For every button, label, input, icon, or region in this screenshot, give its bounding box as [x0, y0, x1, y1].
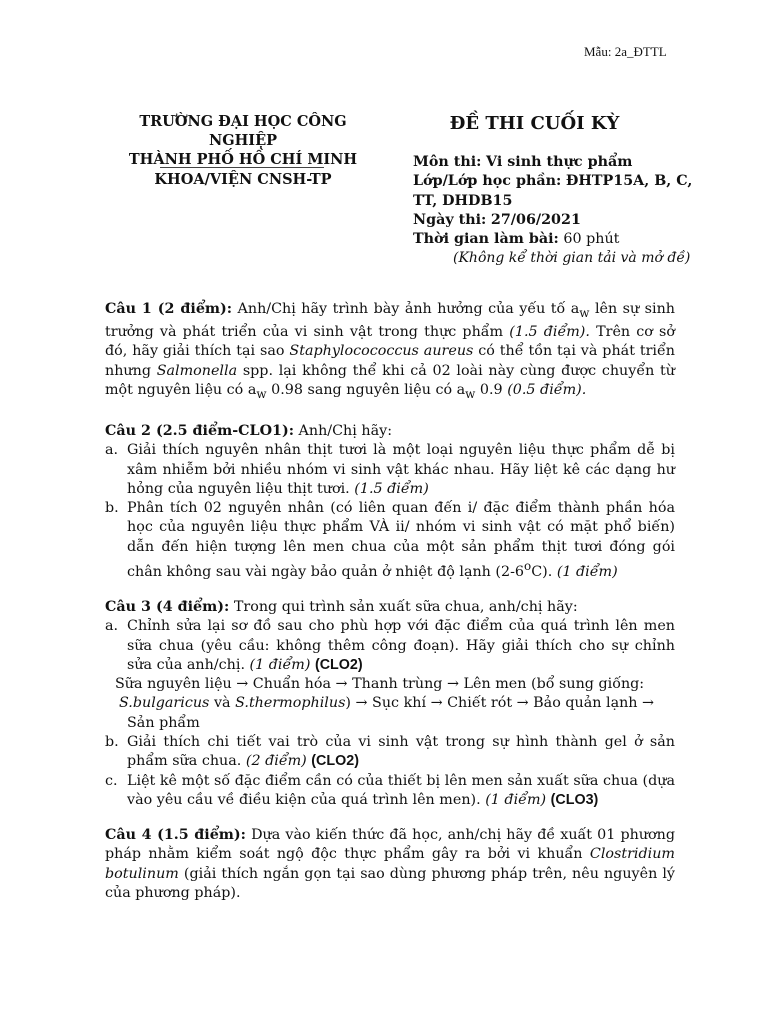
- duration-note: (Không kể thời gian tải và mở đề): [453, 250, 691, 267]
- item-body: Giải thích nguyên nhân thịt tươi là một loại nguyên liệu thực phẩm dễ bị xâm nhiễm bởi nhiều nhóm vi sinh vật khác nhau. Hãy liệt kê các dạng hư hỏng của nguyên liệu thịt tươi.: [127, 442, 675, 497]
- clo-tag: (CLO2): [311, 753, 359, 770]
- clo-tag: (CLO3): [550, 791, 599, 808]
- question-4: [105, 826, 675, 903]
- question-1-text: lên sự sinh trưởng và phát triển của vi sinh vật trong thực phẩm: [105, 301, 676, 341]
- item-points: (1 điểm): [556, 563, 618, 580]
- organism-name: S.thermophilus: [235, 695, 346, 712]
- organism-name: Staphylocococcus aureus: [289, 343, 474, 360]
- duration-row: [413, 230, 713, 249]
- question-2-label: Câu 2 (2.5 điểm-CLO1):: [105, 423, 295, 439]
- item-label: a.: [105, 618, 119, 635]
- degree-superscript: o: [524, 559, 532, 574]
- class-label: Lớp/Lớp học phần:: [413, 173, 562, 190]
- item-label: a.: [105, 442, 119, 459]
- question-1-points: (0.5 điểm).: [507, 382, 587, 399]
- question-3-heading: [105, 598, 675, 617]
- question-4-label: Câu 4 (1.5 điểm):: [105, 827, 246, 843]
- question-4-text: (giải thích ngắn gọn tại sao dùng phương pháp trên, nêu nguyên lý của phương pháp).: [105, 865, 675, 901]
- clo-tag: (CLO2): [314, 656, 363, 673]
- question-3-intro: Trong qui trình sản xuất sữa chua, anh/chị hãy:: [229, 599, 578, 615]
- subject-label: Môn thi:: [413, 154, 482, 170]
- question-1-text: 0.98 sang nguyên liệu có a: [266, 382, 466, 399]
- process-flow-line-1: Sữa nguyên liệu → Chuẩn hóa → Thanh trùng → Lên men (bổ sung giống:: [115, 676, 645, 693]
- item-body: Phân tích 02 nguyên nhân (có liên quan đến i/ đặc điểm thành phần hóa học của nguyên liệu thực phẩm VÀ ii/ nhóm vi sinh vật có mặt phổ biến) dẫn đến hiện tượng lên men chua của một sản phẩm thịt tươi đóng gói chân không sau vài ngày bảo quản ở nhiệt độ lạnh (2-6: [127, 500, 675, 580]
- question-3a: [105, 617, 675, 675]
- question-3b: [105, 733, 675, 772]
- subject-value: Vi sinh thực phẩm: [486, 154, 633, 170]
- question-2b: [105, 499, 675, 582]
- question-1: [105, 300, 675, 404]
- item-label: c.: [105, 772, 118, 789]
- item-points: (2 điểm): [245, 753, 307, 770]
- question-1-text: có thể tồn tại và phát triển nhưng: [105, 343, 675, 379]
- process-flow-line-3: Sản phẩm: [127, 714, 200, 731]
- exam-info: [413, 153, 713, 269]
- class-row: [413, 172, 713, 211]
- flow-text: và: [209, 695, 236, 712]
- form-code: Mẫu: 2a_ĐTTL: [584, 44, 667, 59]
- faculty-name: KHOA/VIỆN CNSH-TP: [154, 171, 332, 188]
- item-points: (1.5 điểm): [354, 480, 429, 497]
- item-body: Giải thích chi tiết vai trò của vi sinh vật trong sự hình thành gel ở sản phẩm sữa chua.: [127, 734, 675, 770]
- question-2-intro: Anh/Chị hãy:: [294, 423, 393, 439]
- organism-name: S.bulgaricus: [119, 695, 210, 712]
- question-3c: [105, 772, 675, 811]
- item-text: [127, 617, 675, 675]
- item-points: (1 điểm): [249, 656, 311, 673]
- question-2-heading: [105, 422, 675, 441]
- item-points: (1 điểm): [485, 791, 547, 808]
- duration-value: 60 phút: [563, 231, 620, 248]
- flow-text: ) → Sục khí → Chiết rót → Bảo quản lạnh →: [345, 695, 655, 712]
- question-3: [105, 598, 675, 810]
- exam-title: ĐỀ THI CUỐI KỲ: [449, 113, 620, 134]
- question-2: [105, 422, 675, 582]
- question-1-text: Trên cơ sở đó, hãy giải thích tại sao: [105, 324, 675, 360]
- university-line-2: THÀNH PHỐ HỒ CHÍ MINH: [128, 151, 358, 168]
- question-1-text: spp. lại không thể khi cả 02 loài này cùng được chuyển từ một nguyên liệu có a: [105, 362, 676, 399]
- question-1-text: Anh/Chị hãy trình bày ảnh hưởng của yếu tố a: [232, 301, 580, 317]
- subscript-w: w: [256, 386, 267, 401]
- item-label: b.: [105, 734, 119, 751]
- date-label: Ngày thi:: [413, 211, 487, 228]
- item-body: Liệt kê một số đặc điểm cần có của thiết bị lên men sản xuất sữa chua (dựa vào yêu cầu về điều kiện của quá trình lên men).: [127, 772, 675, 808]
- question-1-text: 0.9: [475, 382, 508, 399]
- duration-label: Thời gian làm bài:: [413, 231, 559, 248]
- item-body: C).: [531, 563, 557, 580]
- university-name: [108, 112, 378, 169]
- item-body: Chỉnh sửa lại sơ đồ sau cho phù hợp với đặc điểm của quá trình lên men sữa chua (yêu cầu: không thêm công đoạn). Hãy giải thích cho sự chỉnh sửa của anh/chị.: [127, 618, 675, 673]
- question-1-points: (1.5 điểm).: [509, 324, 590, 341]
- date-value: 27/06/2021: [490, 211, 581, 228]
- question-2a: [105, 441, 675, 499]
- class-value: ĐHTP15A, B, C, TT, DHDB15: [413, 173, 693, 209]
- subject-row: [413, 153, 713, 172]
- subscript-w: w: [579, 305, 590, 320]
- subscript-w: w: [465, 386, 476, 401]
- university-line-1: TRƯỜNG ĐẠI HỌC CÔNG NGHIỆP: [139, 113, 347, 149]
- item-text: [127, 733, 675, 772]
- item-text: [127, 772, 675, 811]
- item-text: [127, 499, 675, 582]
- item-label: b.: [105, 500, 119, 517]
- date-row: [413, 211, 713, 230]
- organism-name: Salmonella: [156, 362, 238, 379]
- header-divider: [160, 167, 324, 168]
- organism-name: Clostridium botulinum: [105, 846, 675, 882]
- question-4-text: Dựa vào kiến thức đã học, anh/chị hãy đề xuất 01 phương pháp nhằm kiểm soát ngộ độc thực phẩm gây ra bởi vi khuẩn: [105, 827, 675, 863]
- question-1-label: Câu 1 (2 điểm):: [105, 301, 233, 317]
- process-flow-line-2: [105, 694, 675, 713]
- item-text: [127, 441, 675, 499]
- question-3-label: Câu 3 (4 điểm):: [105, 599, 230, 615]
